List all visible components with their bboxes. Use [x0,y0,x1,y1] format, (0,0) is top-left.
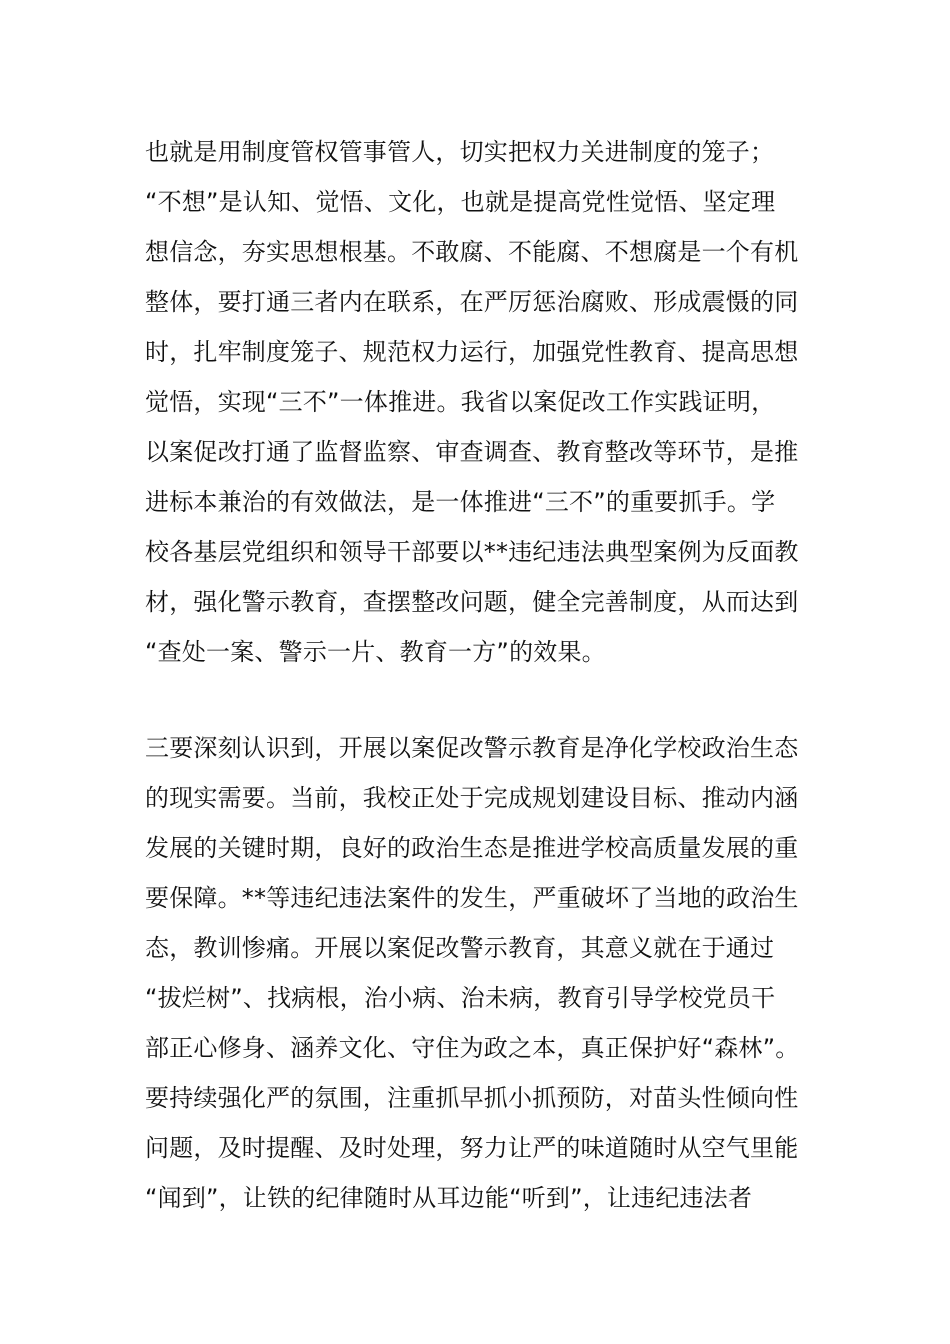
text-line: “不想”是认知、觉悟、文化，也就是提高党性觉悟、坚定理 [145,188,776,216]
text-line: 以案促改打通了监督监察、审查调查、教育整改等环节，是推 [145,438,799,466]
text-line: 的现实需要。当前，我校正处于完成规划建设目标、推动内涵 [145,784,799,812]
text-line: “闻到”，让铁的纪律随时从耳边能“听到”，让违纪违法者 [145,1184,753,1212]
text-line: 三要深刻认识到，开展以案促改警示教育是净化学校政治生态 [145,734,799,762]
text-line: 要持续强化严的氛围，注重抓早抓小抓预防，对苗头性倾向性 [145,1084,799,1112]
text-line: “查处一案、警示一片、教育一方”的效果。 [145,638,606,666]
text-line: 整体，要打通三者内在联系，在严厉惩治腐败、形成震慑的同 [145,288,799,316]
text-line: 进标本兼治的有效做法，是一体推进“三不”的重要抓手。学 [145,488,776,516]
text-line: 发展的关键时期，良好的政治生态是推进学校高质量发展的重 [145,834,799,862]
text-line: 想信念，夯实思想根基。不敢腐、不能腐、不想腐是一个有机 [145,238,799,266]
text-line: 部正心修身、涵养文化、守住为政之本，真正保护好“森林”。 [145,1034,800,1062]
text-line: 态，教训惨痛。开展以案促改警示教育，其意义就在于通过 [145,934,775,962]
text-line: 也就是用制度管权管事管人，切实把权力关进制度的笼子； [145,138,775,166]
text-line: 问题，及时提醒、及时处理，努力让严的味道随时从空气里能 [145,1134,799,1162]
text-line: 要保障。**等违纪违法案件的发生，严重破坏了当地的政治生 [145,884,799,912]
text-line: 觉悟，实现“三不”一体推进。我省以案促改工作实践证明， [145,388,776,416]
text-line: 材，强化警示教育，查摆整改问题，健全完善制度，从而达到 [145,588,799,616]
text-line: 校各基层党组织和领导干部要以**违纪违法典型案例为反面教 [145,538,799,566]
text-line: 时，扎牢制度笼子、规范权力运行，加强党性教育、提高思想 [145,338,799,366]
text-line: “拔烂树”、找病根，治小病、治未病，教育引导学校党员干 [145,984,776,1012]
